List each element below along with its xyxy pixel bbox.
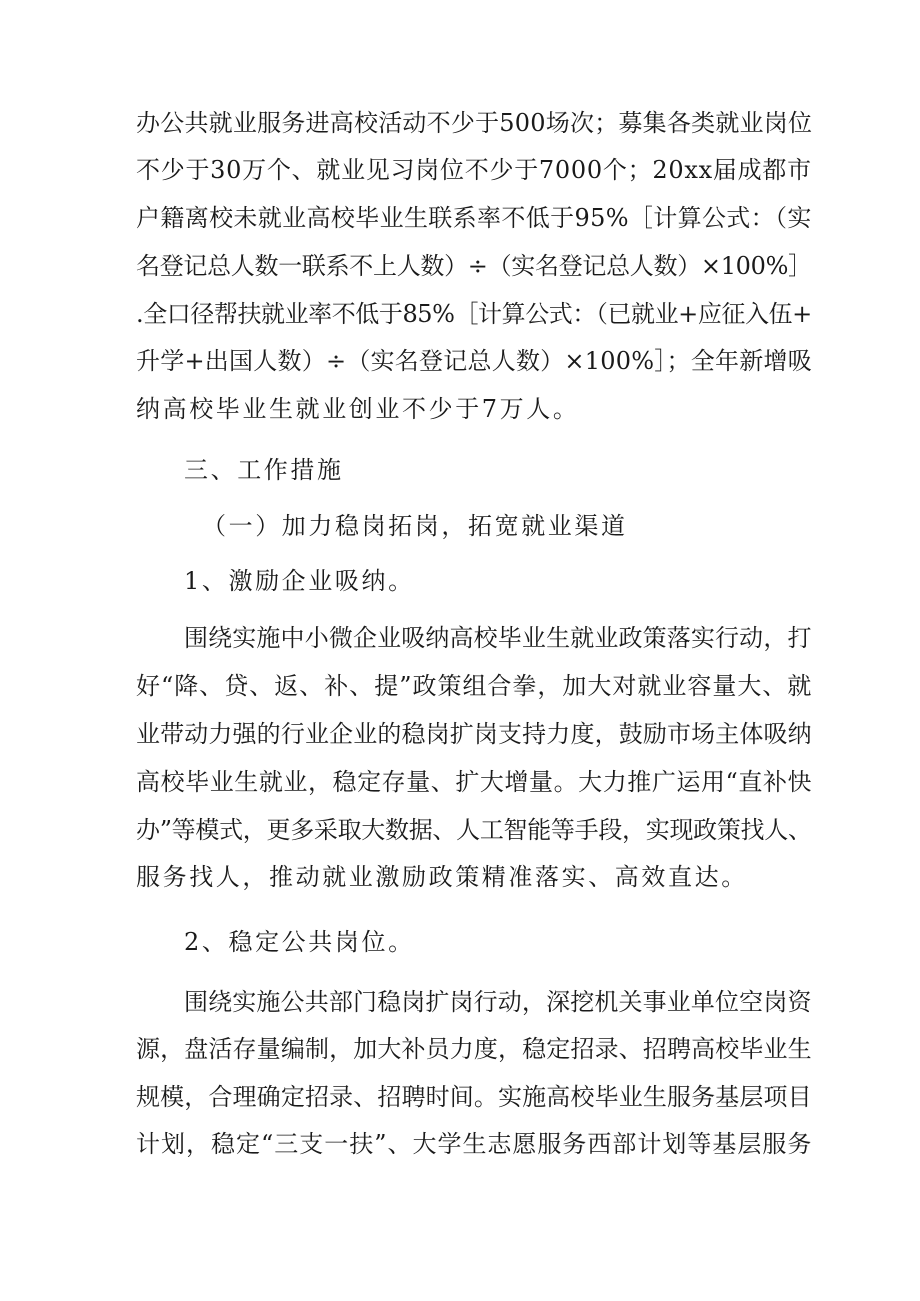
item2-body-line: 计划，稳定“三支一扶”、大学生志愿服务西部计划等基层服务 [136, 1130, 813, 1158]
section-heading: 三、工作措施 [184, 456, 344, 484]
item2-body-line: 规模，合理确定招录、招聘时间。实施高校毕业生服务基层项目 [136, 1083, 812, 1111]
item1-body-line: 好“降、贷、返、补、提”政策组合拳，加大对就业容量大、就 [136, 672, 813, 700]
targets-line: 升学+出国人数）÷（实名登记总人数）×100%］；全年新增吸 [136, 347, 812, 375]
item1-body-line: 办”等模式，更多采取大数据、人工智能等手段，实现政策找人、 [136, 816, 812, 844]
item1-body-line: 围绕实施中小微企业吸纳高校毕业生就业政策落实行动，打 [184, 624, 812, 652]
item2-heading: 2、稳定公共岗位。 [184, 928, 415, 956]
item2-body-line: 源，盘活存量编制，加大补员力度，稳定招录、招聘高校毕业生 [136, 1035, 812, 1063]
item2-body-line: 围绕实施公共部门稳岗扩岗行动，深挖机关事业单位空岗资 [184, 988, 812, 1016]
item1-body-line: 服务找人，推动就业激励政策精准落实、高效直达。 [136, 863, 748, 891]
targets-line: 纳高校毕业生就业创业不少于7万人。 [136, 395, 580, 423]
targets-line: 户籍离校未就业高校毕业生联系率不低于95%［计算公式：（实 [136, 204, 812, 232]
targets-line: 名登记总人数一联系不上人数）÷（实名登记总人数）×100%］ [136, 252, 812, 280]
targets-line: .全口径帮扶就业率不低于85%［计算公式：（已就业+应征入伍+ [136, 300, 812, 328]
targets-line: 不少于30万个、就业见习岗位不少于7000个；20xx届成都市 [136, 156, 812, 184]
item1-heading: 1、激励企业吸纳。 [184, 567, 415, 595]
item1-body-line: 业带动力强的行业企业的稳岗扩岗支持力度，鼓励市场主体吸纳 [136, 720, 812, 748]
subsection-heading: （一）加力稳岗拓岗，拓宽就业渠道 [202, 512, 628, 540]
item1-body-line: 高校毕业生就业，稳定存量、扩大增量。大力推广运用“直补快 [136, 768, 813, 796]
targets-line: 办公共就业服务进高校活动不少于500场次；募集各类就业岗位 [136, 109, 813, 137]
